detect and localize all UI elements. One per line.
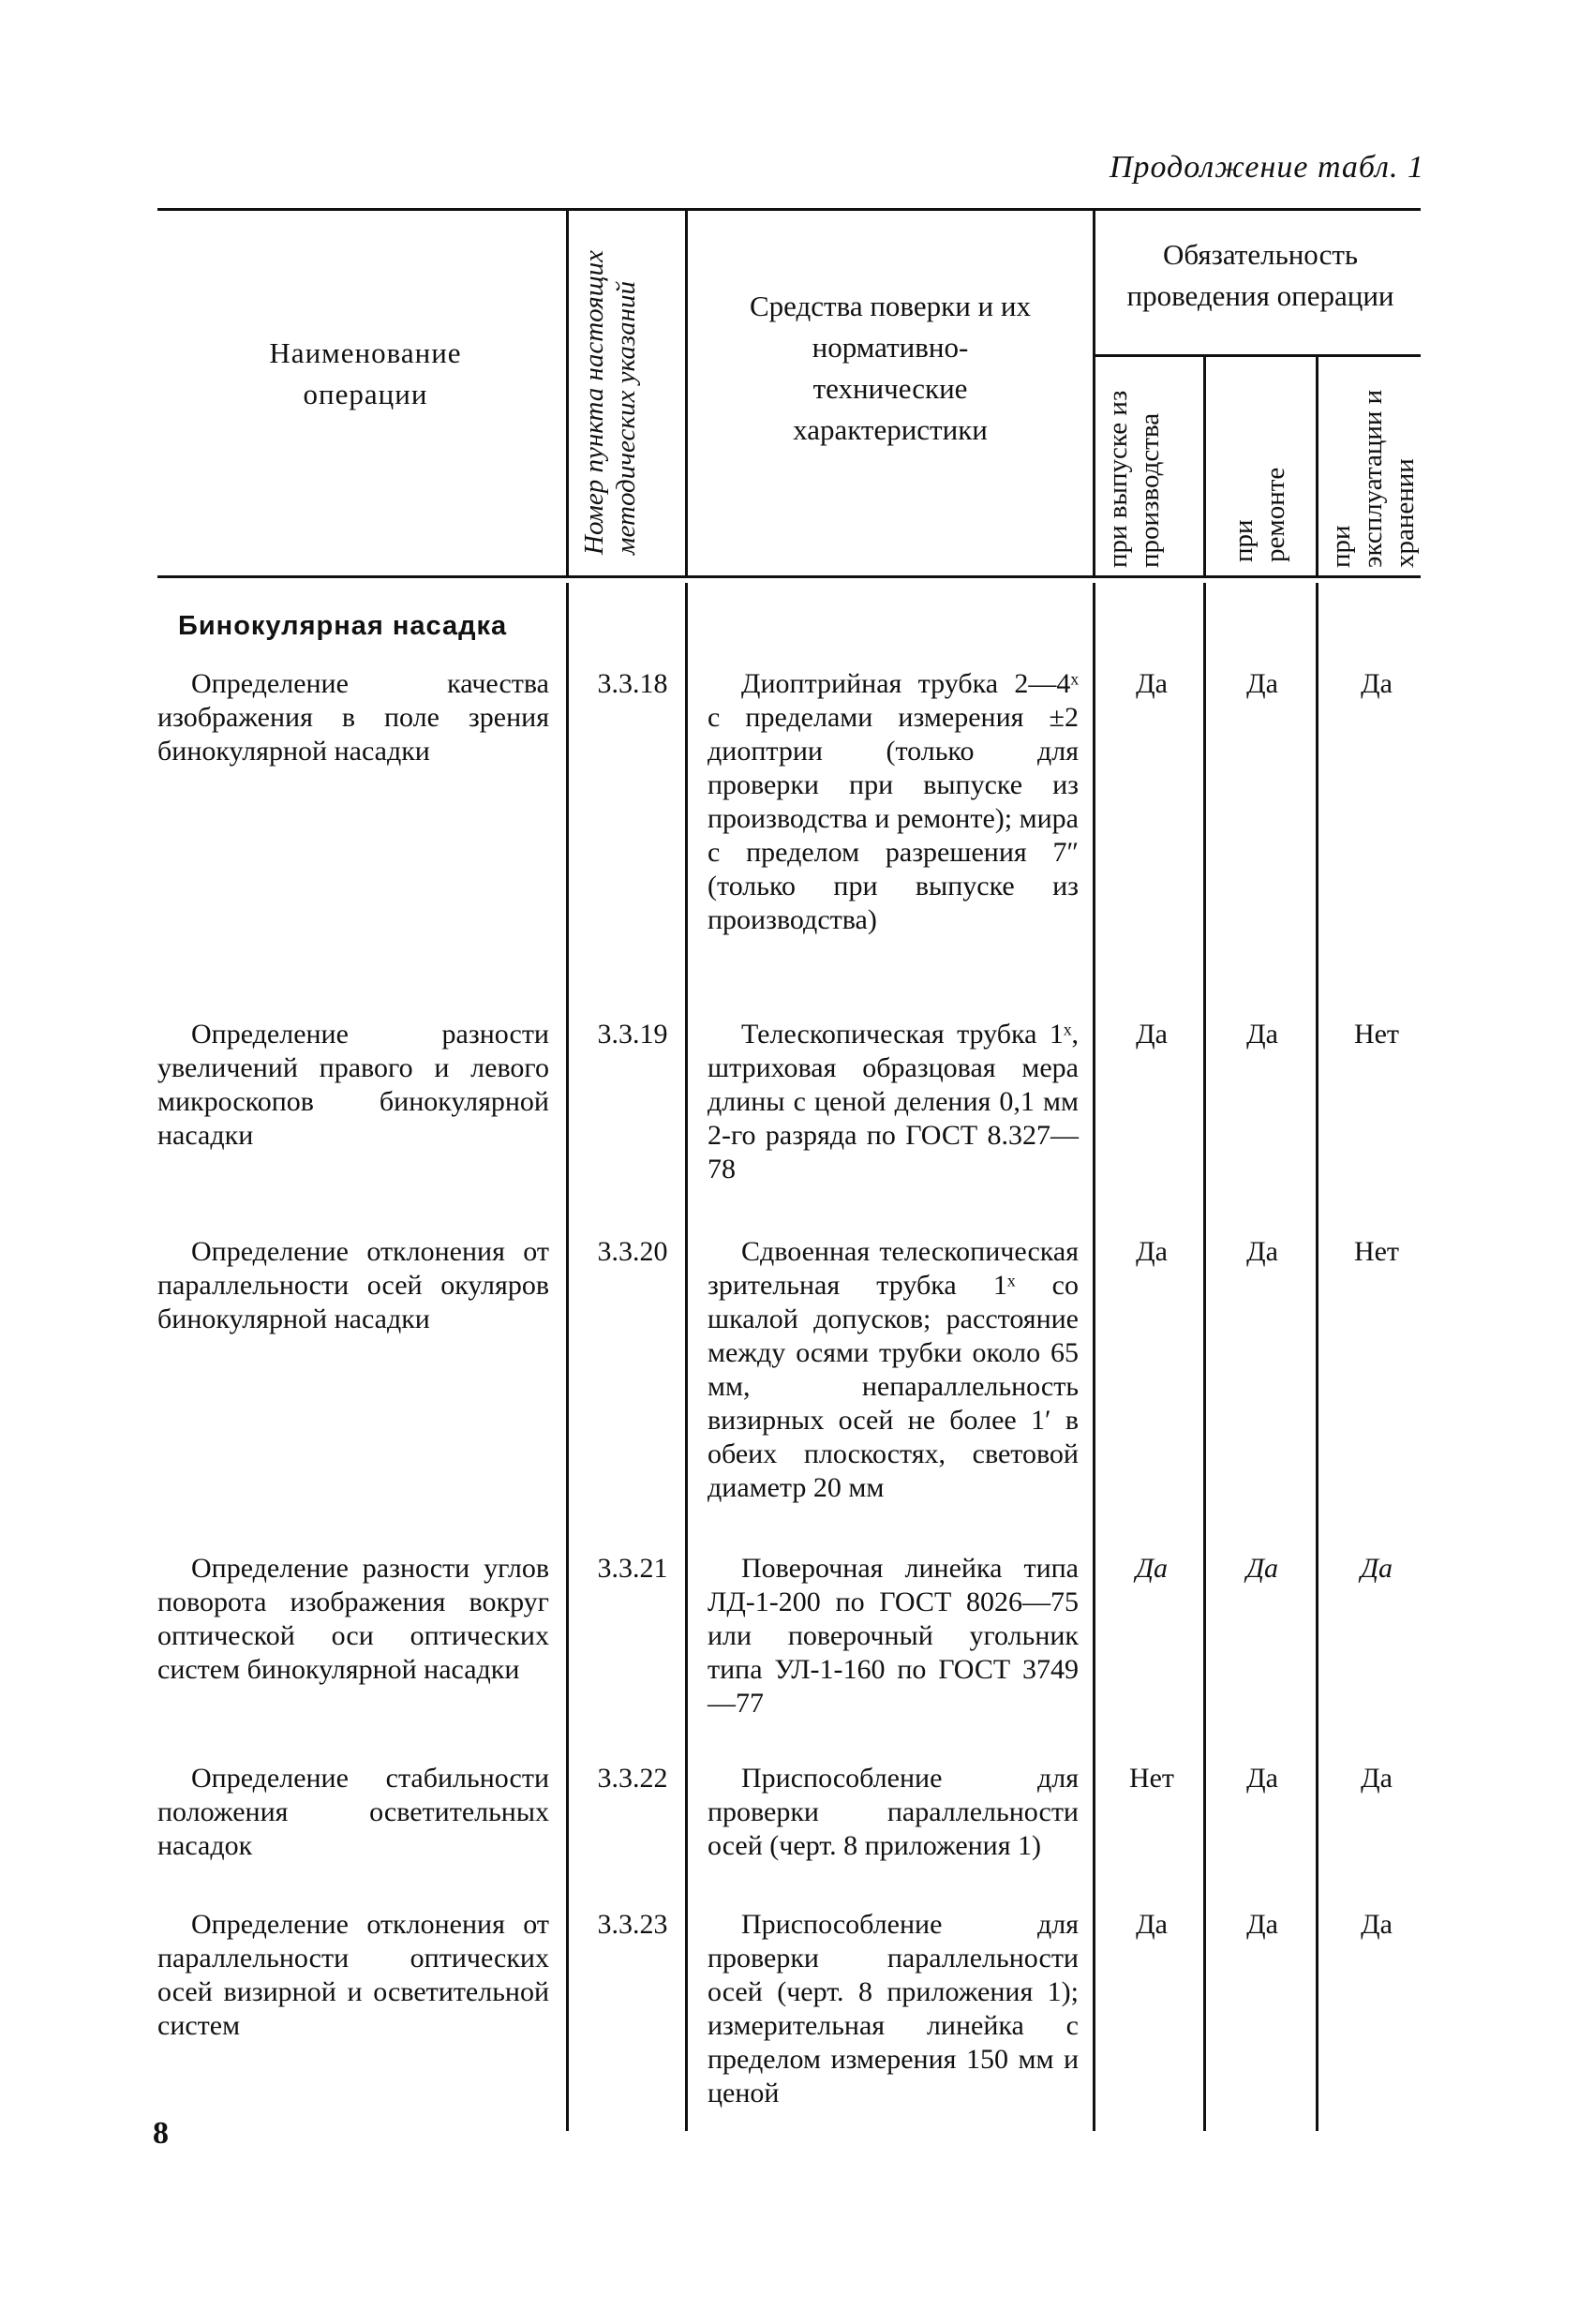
row-flag-operation: Да (1361, 1763, 1393, 1794)
column-divider (1203, 583, 1206, 2131)
column-divider (1316, 356, 1318, 578)
column-divider (1203, 356, 1206, 578)
header-at-operation: при эксплуатации и хранении (1326, 389, 1420, 568)
row-flag-repair: Да (1246, 1236, 1278, 1267)
row-tools: Диоптрийная трубка 2—4ˣ с пределами измерения ±2 диоптрии (только для проверки при выпуске из производства и ремонте); мира с пределом разрешения 7″ (только при выпуске из производства) (708, 668, 1079, 935)
column-divider (685, 208, 688, 578)
table-top-rule (157, 208, 1421, 211)
row-operation-name: Определение разности углов поворота изображения вокруг оптической оси оптических систем бинокулярной насадки (157, 1553, 549, 1685)
row-flag-production: Да (1136, 1236, 1168, 1267)
header-clause-number: Номер пункта настоящих методических указаний (579, 249, 641, 555)
row-clause-number: 3.3.20 (597, 1236, 668, 1267)
row-tools: Поверочная линейка типа ЛД-1-200 по ГОСТ 8026—75 или поверочный угольник типа УЛ-1-160 по ГОСТ 3749—77 (708, 1553, 1079, 1719)
header-mandatory: Обязательность проведения операции (1126, 238, 1394, 312)
section-title: Бинокулярная насадка (178, 611, 508, 641)
row-operation-name: Определение стабильности положения осветительных насадок (157, 1763, 549, 1861)
row-flag-operation: Нет (1353, 1019, 1400, 1050)
column-divider (1093, 583, 1095, 2131)
row-operation-name: Определение отклонения от параллельности оптических осей визирной и осветительной систем (157, 1909, 549, 2041)
row-clause-number: 3.3.19 (597, 1019, 668, 1050)
row-flag-production: Да (1136, 668, 1168, 699)
row-flag-operation: Да (1360, 1553, 1393, 1584)
column-divider (1093, 208, 1095, 578)
row-tools: Приспособление для проверки параллельности осей (черт. 8 приложения 1) (708, 1763, 1079, 1861)
header-at-repair: при ремонте (1229, 467, 1290, 562)
row-flag-production: Да (1135, 1553, 1169, 1584)
row-clause-number: 3.3.23 (597, 1909, 668, 1940)
header-bottom-rule (157, 575, 1421, 578)
column-divider (1316, 583, 1318, 2131)
row-flag-repair: Да (1246, 668, 1278, 699)
row-operation-name: Определение отклонения от параллельности осей окуляров бинокулярной насадки (157, 1236, 549, 1334)
row-flag-production: Нет (1128, 1763, 1175, 1794)
row-clause-number: 3.3.22 (597, 1763, 668, 1794)
header-operation-name: Наименование операции (269, 336, 462, 410)
row-flag-operation: Нет (1353, 1236, 1400, 1267)
row-flag-repair: Да (1246, 1019, 1278, 1050)
table-continuation-caption: Продолжение табл. 1 (1109, 150, 1424, 185)
row-flag-operation: Да (1361, 668, 1393, 699)
column-divider (566, 583, 569, 2131)
column-divider (685, 583, 688, 2131)
row-flag-repair: Да (1245, 1553, 1279, 1584)
row-tools: Приспособление для проверки параллельности осей (черт. 8 приложения 1); измерительная линейка с пределом измерения 150 мм и ценой (708, 1909, 1079, 2108)
page-number: 8 (153, 2116, 169, 2151)
row-flag-production: Да (1136, 1909, 1168, 1940)
row-operation-name: Определение качества изображения в поле зрения бинокулярной насадки (157, 668, 549, 767)
row-flag-repair: Да (1246, 1909, 1278, 1940)
row-flag-operation: Да (1361, 1909, 1393, 1940)
row-flag-repair: Да (1246, 1763, 1278, 1794)
row-clause-number: 3.3.18 (597, 668, 668, 699)
header-at-production: при выпуске из производства (1103, 390, 1165, 568)
header-verification-tools: Средства поверки и их нормативно-технические характеристики (750, 290, 1031, 446)
column-divider (566, 208, 569, 578)
row-operation-name: Определение разности увеличений правого и левого микроскопов бинокулярной насадки (157, 1019, 549, 1151)
row-tools: Телескопическая трубка 1ˣ, штриховая образцовая мера длины с ценой деления 0,1 мм 2-го разряда по ГОСТ 8.327—78 (708, 1019, 1079, 1184)
row-tools: Сдвоенная телескопическая зрительная трубка 1ˣ со шкалой допусков; расстояние между осями трубки около 65 мм, непараллельность визирных осей не более 1′ в обеих плоскостях, световой диаметр 20 мм (708, 1236, 1079, 1503)
row-flag-production: Да (1136, 1019, 1168, 1050)
mandatory-subheader-rule (1093, 354, 1421, 357)
row-clause-number: 3.3.21 (597, 1553, 668, 1584)
